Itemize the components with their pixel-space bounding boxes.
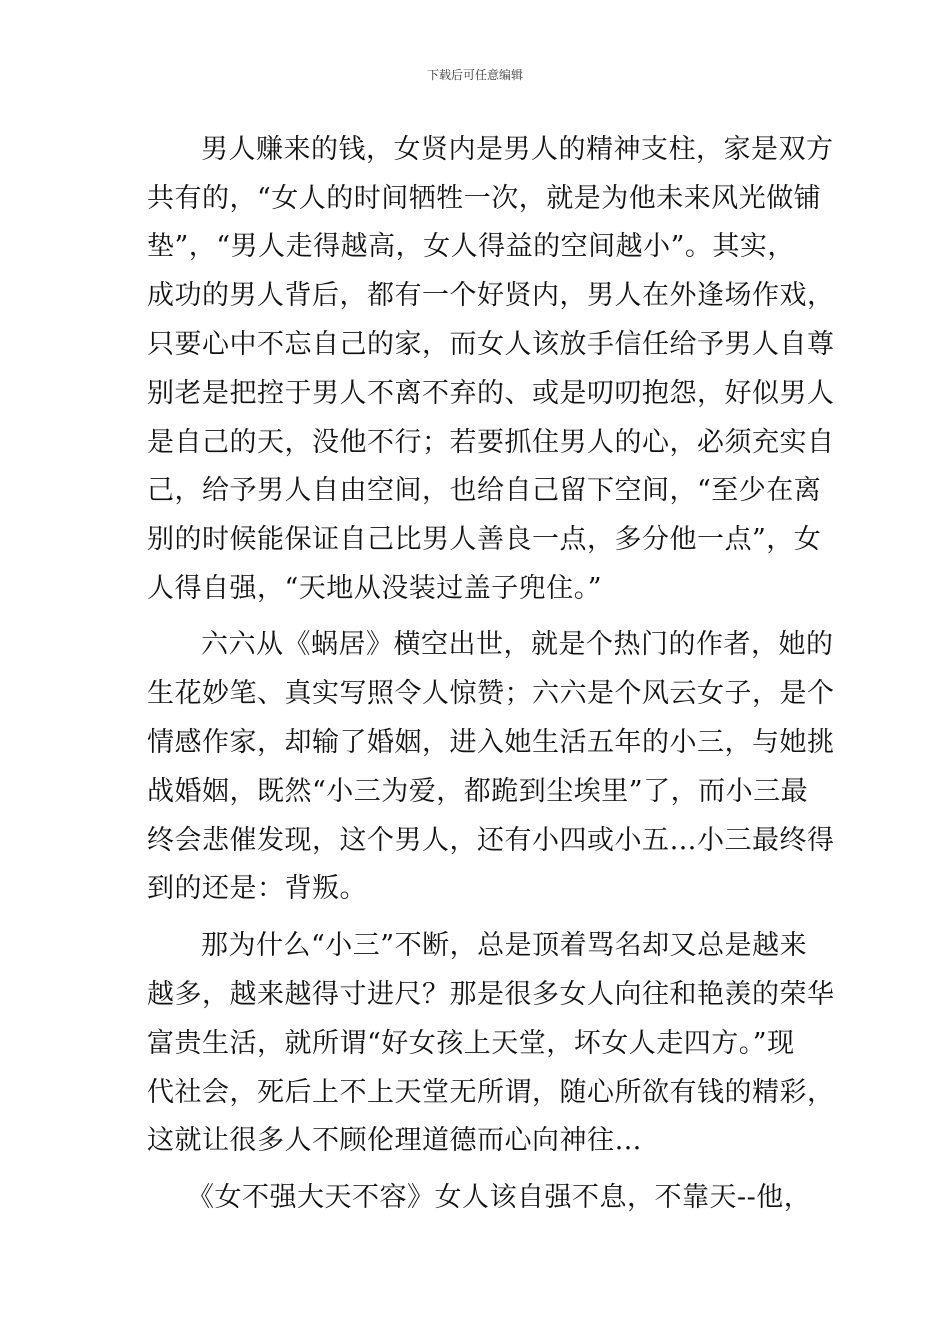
paragraph-1-line-10: 人得自强，“天地从没装过盖子兜住。” xyxy=(147,573,603,604)
paragraph-1-line-4: 成功的男人背后，都有一个好贤内，男人在外逢场作戏， xyxy=(147,280,835,311)
paragraph-1-line-1: 男人赚来的钱，女贤内是男人的精神支柱，家是双方 xyxy=(201,134,834,165)
paragraph-4-line-1: 《女不强大天不容》女人该自强不息，不靠天--他， xyxy=(187,1182,812,1213)
paragraph-2-line-1: 六六从《蜗居》横空出世，就是个热门的作者，她的 xyxy=(201,629,834,660)
paragraph-3-line-3: 富贵生活，就所谓“好女孩上天堂，坏女人走四方。”现 xyxy=(147,1028,795,1059)
paragraph-1-line-8: 己，给予男人自由空间，也给自己留下空间，“至少在离 xyxy=(147,475,822,506)
paragraph-2-line-5: 终会悲催发现，这个男人，还有小四或小五…小三最终得 xyxy=(147,825,835,856)
paragraph-2-line-4: 战婚姻，既然“小三为爱，都跪到尘埃里”了，而小三最 xyxy=(147,776,809,807)
paragraph-1-line-2: 共有的，“女人的时间牺牲一次，就是为他未来风光做铺 xyxy=(147,183,822,214)
paragraph-1-line-7: 是自己的天，没他不行；若要抓住男人的心，必须充实自 xyxy=(147,427,835,458)
paragraph-3-line-1: 那为什么“小三”不断，总是顶着骂名却又总是越来 xyxy=(201,930,808,961)
paragraph-1-line-6: 别老是把控于男人不离不弃的、或是叨叨抱怨，好似男人 xyxy=(147,378,835,409)
page-header: 下载后可任意编辑 xyxy=(426,68,523,82)
paragraph-2-line-2: 生花妙笔、真实写照令人惊赞；六六是个风云女子，是个 xyxy=(147,678,835,709)
paragraph-1-line-9: 别的时候能保证自己比男人善良一点，多分他一点”，女 xyxy=(147,524,822,555)
paragraph-2-line-6: 到的还是：背叛。 xyxy=(147,873,367,904)
paragraph-1-line-5: 只要心中不忘自己的家，而女人该放手信任给予男人自尊 xyxy=(147,329,835,360)
paragraph-3-line-2: 越多，越来越得寸进尺？那是很多女人向往和艳羡的荣华 xyxy=(147,979,835,1010)
paragraph-3-line-4: 代社会，死后上不上天堂无所谓，随心所欲有钱的精彩， xyxy=(147,1077,835,1108)
paragraph-3-line-5: 这就让很多人不顾伦理道德而心向神往… xyxy=(147,1125,642,1156)
paragraph-2-line-3: 情感作家，却输了婚姻，进入她生活五年的小三，与她挑 xyxy=(147,727,835,758)
paragraph-1-line-3: 垫”，“男人走得越高，女人得益的空间越小”。其实， xyxy=(147,231,795,262)
